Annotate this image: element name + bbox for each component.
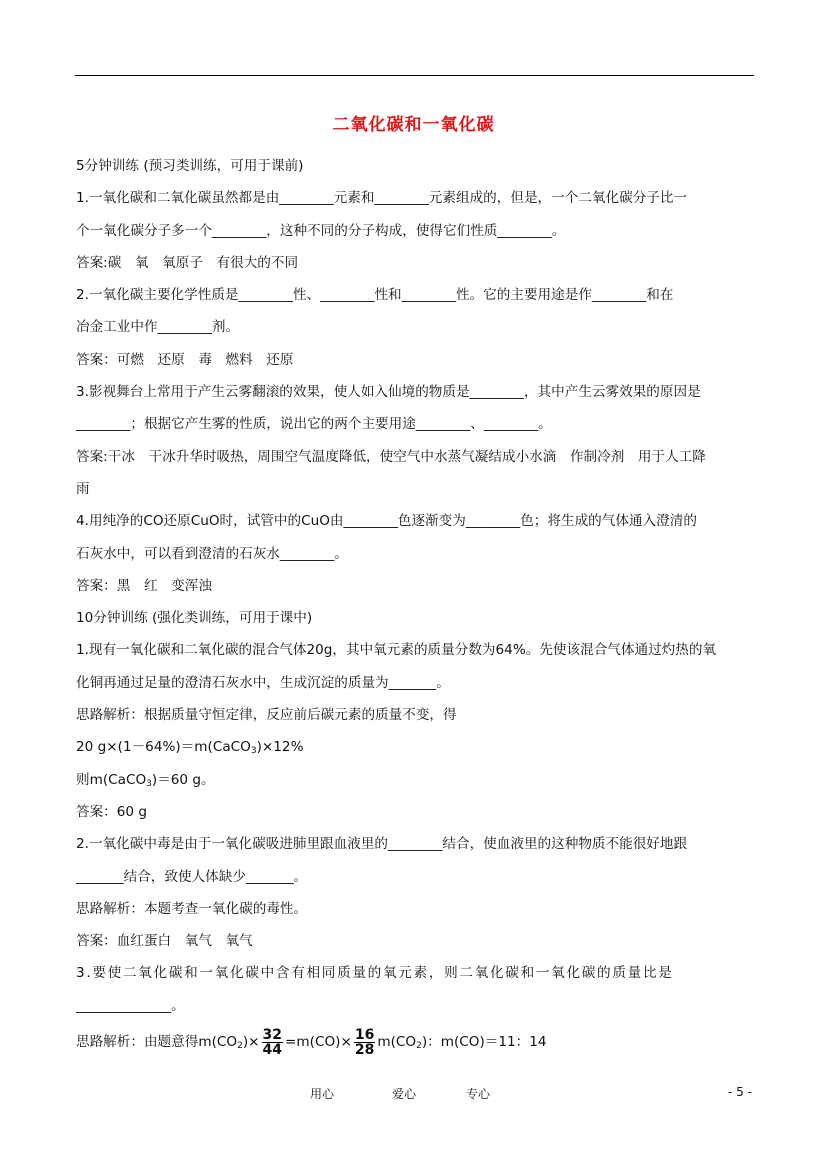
- fraction-denominator: 28: [354, 1041, 375, 1058]
- footer-word: 爱心: [392, 1087, 417, 1101]
- answer-text: 答案:碳 氧 氧原子 有很大的不同: [76, 254, 299, 271]
- answer-text: 答案：60 g: [76, 803, 148, 820]
- question-text: 石灰水中，可以看到澄清的石灰水________。: [76, 545, 348, 562]
- analysis-text: 思路解析：本题考查一氧化碳的毒性。: [76, 900, 308, 917]
- document-body: [76, 150, 755, 1062]
- question-text: 1.现有一氧化碳和二氧化碳的混合气体20g，其中氧元素的质量分数为64%。先使该混合气体通过灼热的氧: [76, 642, 717, 659]
- analysis-equation: [76, 1022, 755, 1062]
- footer-word: 专心: [466, 1087, 491, 1101]
- fraction: [262, 1028, 283, 1057]
- question-text: 化铜再通过足量的澄清石灰水中，生成沉淀的质量为_______。: [76, 674, 450, 691]
- section-heading-10min: 10分钟训练 (强化类训练，可用于课中): [76, 610, 313, 627]
- footer-word: 用心: [310, 1087, 335, 1101]
- equation-text: )：m(CO)＝11：14: [421, 1034, 547, 1051]
- equation-line: [76, 764, 755, 796]
- question-text: _______结合，致使人体缺少_______。: [76, 868, 308, 885]
- equation-line: [76, 731, 755, 763]
- subscript: 2: [416, 1041, 422, 1052]
- question-text: 2.一氧化碳中毒是由于一氧化碳吸进肺里跟血液里的________结合，使血液里的这种物质不能很好地跟: [76, 836, 688, 853]
- question-text: 1.一氧化碳和二氧化碳虽然都是由________元素和________元素组成的，但是，一个二氧化碳分子比一: [76, 190, 688, 207]
- equation-text: 20 g×(1－64%)＝m(CaCO: [76, 739, 251, 756]
- fraction-denominator: 44: [262, 1041, 283, 1058]
- equation-text: )＝60 g。: [151, 771, 215, 788]
- answer-text: 雨: [76, 480, 90, 497]
- question-text: 3.要使二氧化碳和一氧化碳中含有相同质量的氧元素，则二氧化碳和一氧化碳的质量比是: [76, 965, 674, 982]
- question-text: ________；根据它产生雾的性质，说出它的两个主要用途________、________。: [76, 416, 552, 433]
- fraction-numerator: 32: [262, 1026, 283, 1043]
- answer-text: 答案：血红蛋白 氧气 氧气: [76, 933, 253, 950]
- fraction-numerator: 16: [354, 1026, 375, 1043]
- equation-text: =m(CO)×: [285, 1034, 352, 1051]
- analysis-text: 思路解析：根据质量守恒定律，反应前后碳元素的质量不变，得: [76, 707, 457, 724]
- page-title: 二氧化碳和一氧化碳: [332, 115, 495, 135]
- subscript: 2: [237, 1041, 243, 1052]
- question-text: 个一氧化碳分子多一个________，这种不同的分子构成，使得它们性质________。: [76, 222, 566, 239]
- question-text: 3.影视舞台上常用于产生云雾翻滚的效果，使人如入仙境的物质是________，其中产生云雾效果的原因是: [76, 384, 701, 401]
- question-text: 2.一氧化碳主要化学性质是________性、________性和________性。它的主要用途是作________和在: [76, 287, 674, 304]
- question-text: ______________。: [76, 997, 185, 1014]
- section-heading-5min: 5分钟训练 (预习类训练，可用于课前): [76, 158, 304, 174]
- header-rule: [75, 75, 754, 76]
- question-text: 4.用纯净的CO还原CuO时，试管中的CuO由________色逐渐变为________色；将生成的气体通入澄清的: [76, 513, 697, 530]
- subscript: 3: [250, 746, 257, 757]
- question-text: 冶金工业中作________剂。: [76, 319, 240, 336]
- fraction: [354, 1028, 375, 1057]
- answer-text: 答案：黑 红 变浑浊: [76, 577, 212, 594]
- page-number: - 5 -: [728, 1085, 752, 1099]
- subscript: 3: [146, 778, 152, 789]
- analysis-text: 思路解析：由题意得m(CO: [76, 1034, 238, 1051]
- equation-text: )×12%: [256, 739, 304, 756]
- answer-text: 答案:干冰 干冰升华时吸热，周围空气温度降低，使空气中水蒸气凝结成小水滴 作制冷剂 用于人工降: [76, 448, 706, 465]
- equation-text: 则m(CaCO: [76, 771, 147, 788]
- equation-text: )×: [242, 1034, 260, 1051]
- answer-text: 答案：可燃 还原 毒 燃料 还原: [76, 351, 294, 368]
- equation-text: m(CO: [377, 1034, 417, 1051]
